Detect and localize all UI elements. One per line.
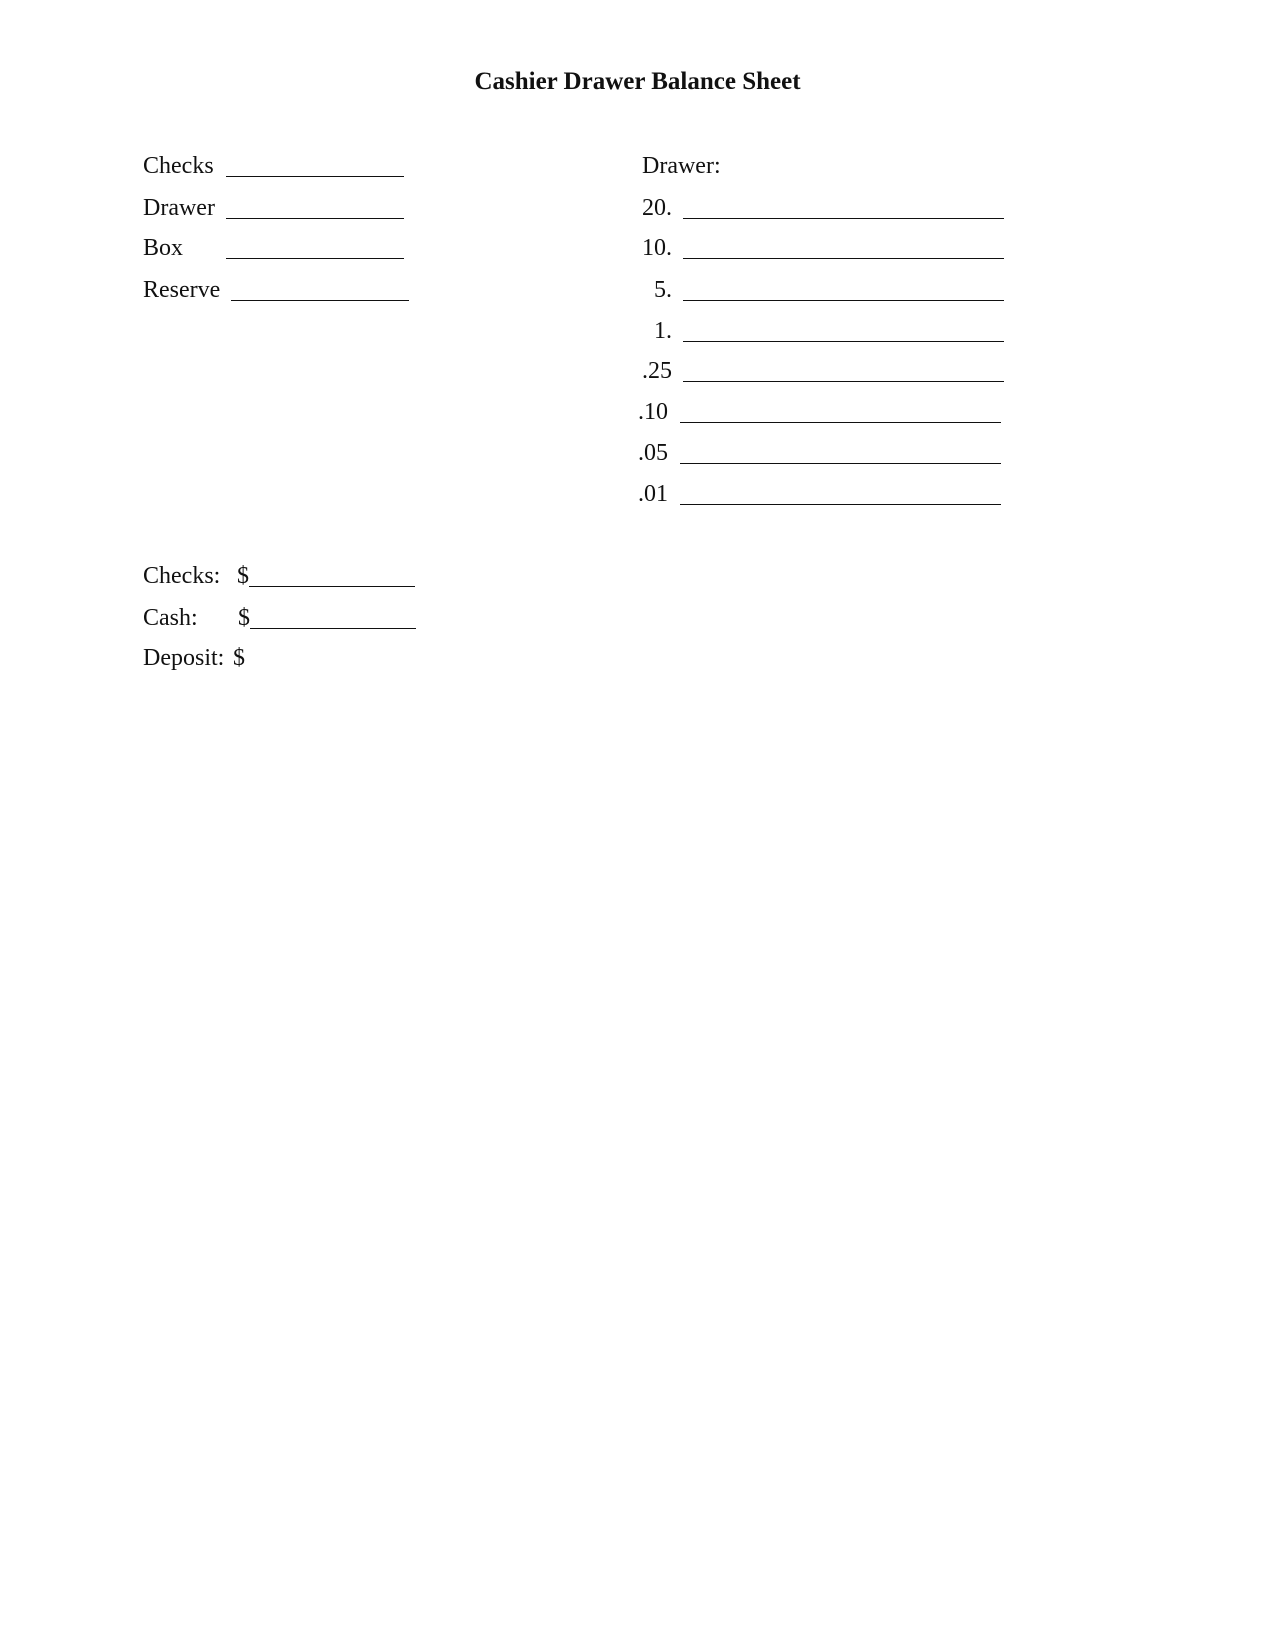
checks-total-label: Checks:: [143, 563, 221, 589]
drawer-entry-line[interactable]: [226, 218, 404, 219]
reserve-entry-line[interactable]: [231, 300, 409, 301]
denomination-label: 5.: [654, 277, 672, 303]
reserve-label: Reserve: [143, 277, 221, 303]
denomination-entry-line[interactable]: [680, 504, 1001, 505]
denomination-label: 1.: [654, 318, 672, 344]
box-label: Box: [143, 235, 184, 261]
denomination-entry-line[interactable]: [680, 463, 1001, 464]
denomination-label: 10.: [642, 235, 672, 261]
box-entry-line[interactable]: [226, 258, 404, 259]
drawer-label: Drawer: [143, 195, 215, 221]
denomination-entry-line[interactable]: [683, 258, 1004, 259]
denomination-label: .25: [642, 358, 672, 384]
cash-dollar-sign: $: [238, 605, 250, 631]
deposit-total-label: Deposit:: [143, 645, 225, 671]
denomination-label: .01: [638, 481, 668, 507]
checks-total-entry-line[interactable]: [249, 586, 415, 587]
cash-total-label: Cash:: [143, 605, 198, 631]
denomination-label: .05: [638, 440, 668, 466]
page-title: Cashier Drawer Balance Sheet: [474, 68, 801, 95]
checks-label: Checks: [143, 153, 214, 179]
cash-total-entry-line[interactable]: [250, 628, 416, 629]
denomination-entry-line[interactable]: [680, 422, 1001, 423]
denomination-entry-line[interactable]: [683, 381, 1004, 382]
denomination-entry-line[interactable]: [683, 300, 1004, 301]
denomination-entry-line[interactable]: [683, 218, 1004, 219]
checks-dollar-sign: $: [237, 563, 249, 589]
deposit-dollar-sign: $: [233, 645, 245, 671]
drawer-heading: Drawer:: [642, 153, 721, 179]
denomination-label: .10: [638, 399, 668, 425]
denomination-entry-line[interactable]: [683, 341, 1004, 342]
denomination-label: 20.: [642, 195, 672, 221]
checks-entry-line[interactable]: [226, 176, 404, 177]
